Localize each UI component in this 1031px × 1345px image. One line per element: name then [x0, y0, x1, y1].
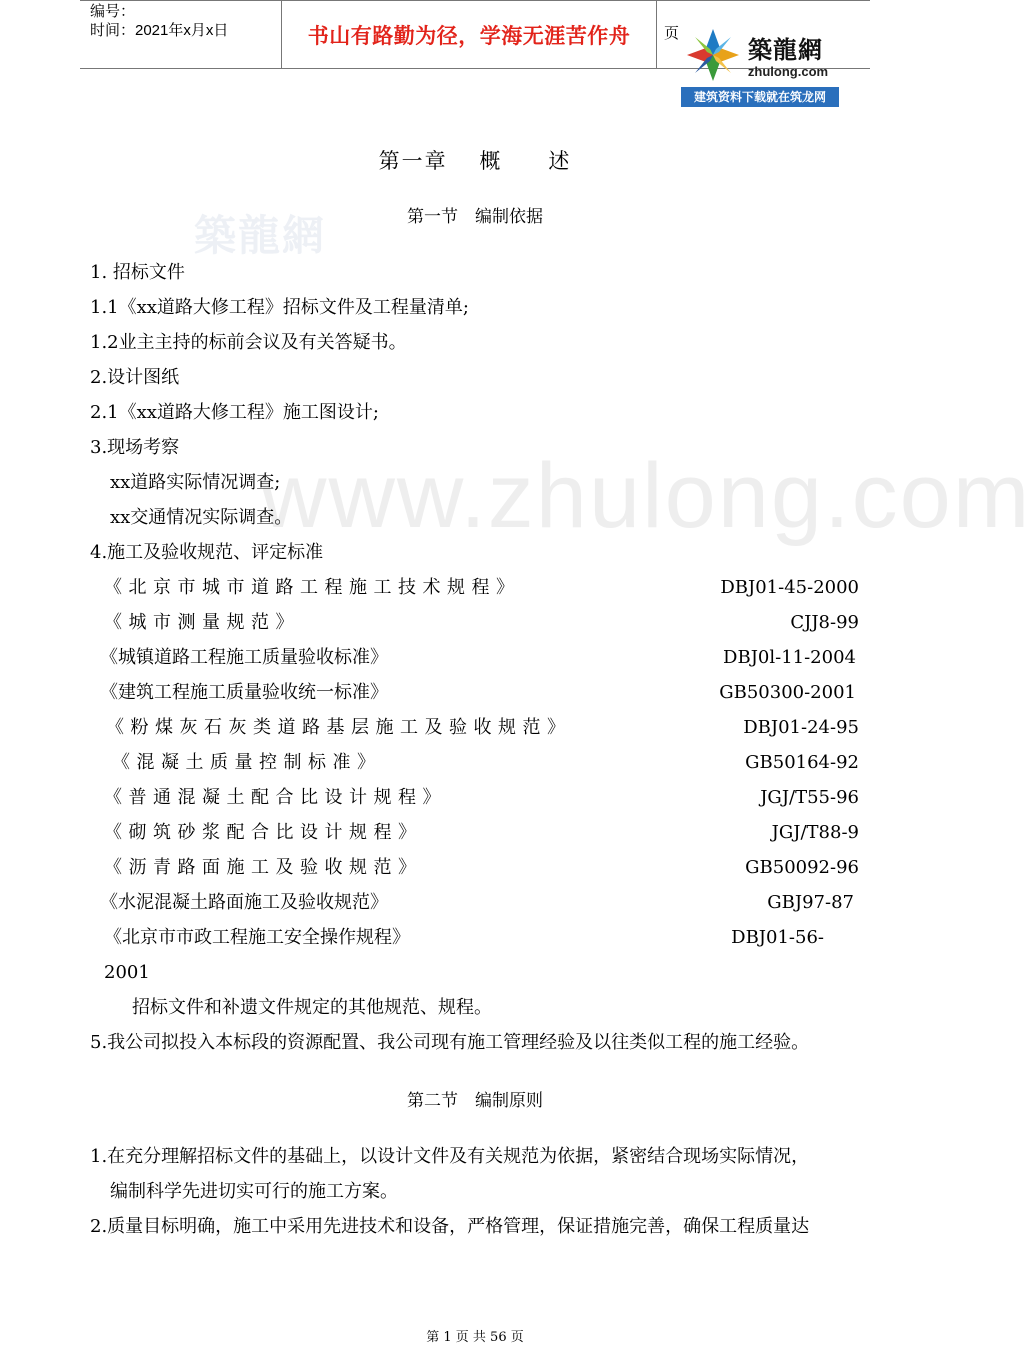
standard-code: DBJ01-24-95	[743, 717, 859, 738]
list-item: xx交通情况实际调查。	[110, 507, 293, 528]
standard-code: GBJ97-87	[767, 892, 854, 913]
standard-name: 《北京市市政工程施工安全操作规程》	[104, 927, 410, 948]
list-item: 3.现场考察	[90, 437, 180, 458]
standard-code: JGJ/T88-9	[771, 822, 859, 843]
list-item: 1. 招标文件	[90, 262, 185, 283]
standard-name: 《建筑工程施工质量验收统一标准》	[100, 682, 388, 703]
standard-code-continuation: 2001	[104, 962, 150, 983]
standard-name: 《沥青路面施工及验收规范》	[104, 857, 423, 878]
other-specs-text: 招标文件和补遗文件规定的其他规范、规程。	[132, 997, 492, 1018]
standard-code: GB50092-96	[745, 857, 859, 878]
list-item: xx道路实际情况调查;	[110, 472, 281, 493]
watermark-logo-text: 築龍網	[194, 211, 327, 260]
document-date: 时间：2021年x月x日	[90, 22, 229, 39]
paragraph-line: 编制科学先进切实可行的施工方案。	[110, 1181, 398, 1202]
standard-code: JGJ/T55-96	[760, 787, 859, 808]
standard-name: 《普通混凝土配合比设计规程》	[104, 787, 447, 808]
list-item: 2.1《xx道路大修工程》施工图设计;	[90, 402, 379, 423]
header-divider-right	[656, 0, 657, 68]
header-top-rule	[80, 0, 870, 1]
standard-name: 《水泥混凝土路面施工及验收规范》	[100, 892, 388, 913]
standard-name: 《混凝土质量控制标准》	[112, 752, 382, 773]
watermark-url: www.zhulong.com	[260, 445, 1031, 547]
standard-code: DBJ0l-11-2004	[723, 647, 856, 668]
page-label: 页	[664, 25, 680, 42]
paragraph-line: 1.在充分理解招标文件的基础上，以设计文件及有关规范为依据，紧密结合现场实际情况，	[90, 1146, 810, 1167]
standard-name: 《北京市城市道路工程施工技术规程》	[104, 577, 521, 598]
list-item: 2.设计图纸	[90, 367, 180, 388]
list-item: 1.1《xx道路大修工程》招标文件及工程量清单;	[90, 297, 469, 318]
section-title-2: 第二节 编制原则	[407, 1091, 543, 1111]
logo-domain: zhulong.com	[747, 64, 829, 79]
standard-name: 《城镇道路工程施工质量验收标准》	[100, 647, 388, 668]
standard-code: GB50164-92	[745, 752, 859, 773]
list-item: 4.施工及验收规范、评定标准	[90, 542, 324, 563]
zhulong-emblem-icon	[681, 23, 745, 87]
standard-code: CJJ8-99	[790, 612, 859, 633]
paragraph-line: 2.质量目标明确，施工中采用先进技术和设备，严格管理，保证措施完善，确保工程质量达	[90, 1216, 810, 1237]
logo-brand-name: 築龍網	[748, 36, 823, 64]
standard-code: DBJ01-56-	[731, 927, 824, 948]
standard-name: 《砌筑砂浆配合比设计规程》	[104, 822, 423, 843]
document-number-label: 编号：	[90, 3, 136, 20]
header-motto: 书山有路勤为径，学海无涯苦作舟	[307, 24, 631, 48]
page-footer: 第 1 页 共 56 页	[426, 1330, 524, 1345]
section-title-1: 第一节 编制依据	[407, 207, 543, 227]
standard-name: 《粉煤灰石灰类道路基层施工及验收规范》	[106, 717, 572, 738]
standard-code: DBJ01-45-2000	[720, 577, 859, 598]
chapter-title: 第一章 概 述	[378, 149, 572, 173]
logo-tagline: 建筑资料下载就在筑龙网	[681, 87, 839, 107]
list-item: 5.我公司拟投入本标段的资源配置、我公司现有施工管理经验及以往类似工程的施工经验。	[90, 1032, 810, 1053]
standard-name: 《城市测量规范》	[104, 612, 300, 633]
list-item: 1.2业主主持的标前会议及有关答疑书。	[90, 332, 407, 353]
standard-code: GB50300-2001	[719, 682, 856, 703]
